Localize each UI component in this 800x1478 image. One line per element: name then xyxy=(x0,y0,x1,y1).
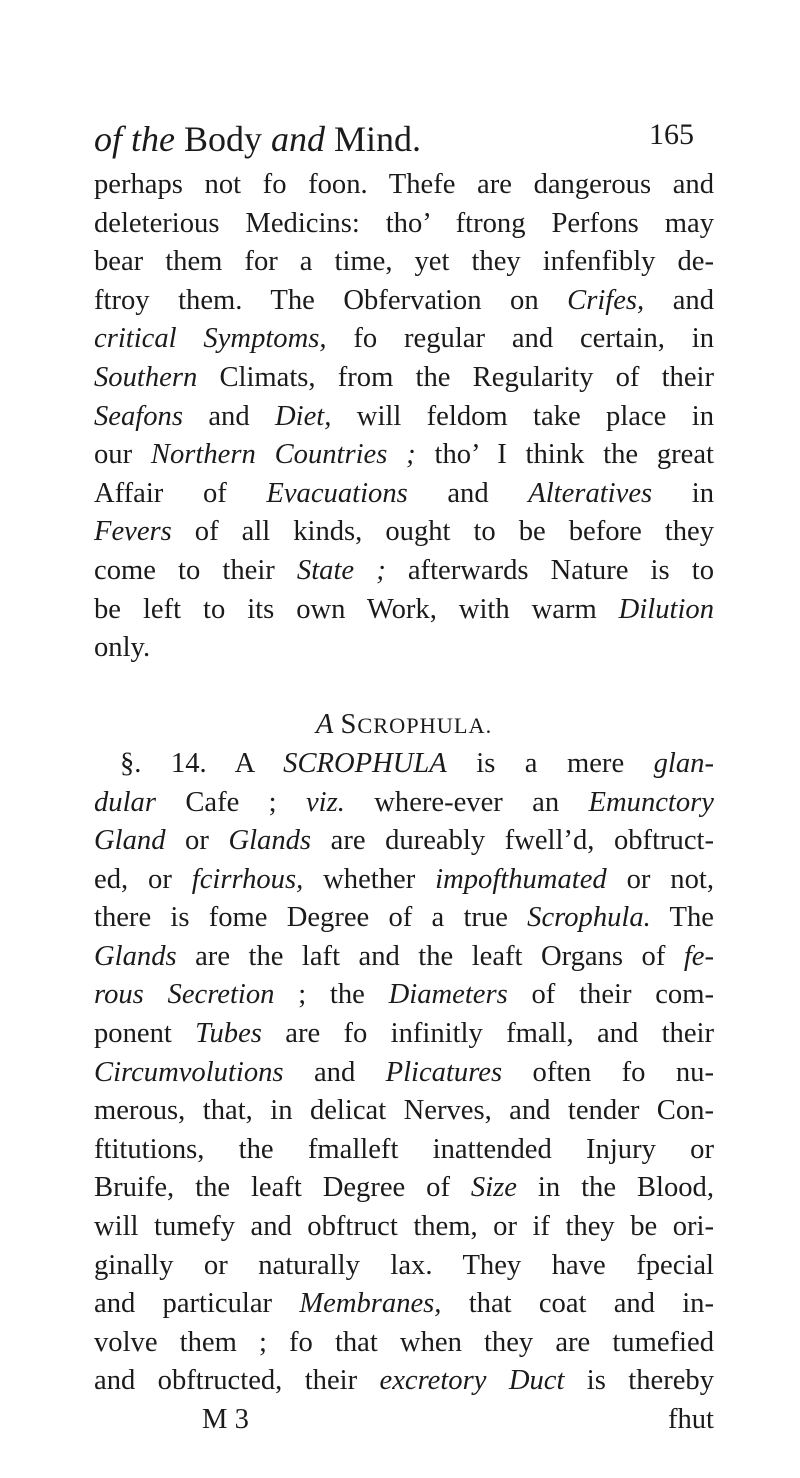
text-segment: Glands xyxy=(94,940,177,972)
text-segment: viz. xyxy=(305,786,345,818)
body-text xyxy=(94,166,714,1440)
text-segment: fe- xyxy=(683,940,714,972)
text-segment: glan- xyxy=(653,747,714,779)
text-line xyxy=(94,1054,714,1093)
text-segment: are dureably fwell’d, obftruct- xyxy=(311,825,714,857)
text-segment: and xyxy=(407,477,529,509)
text-segment: ftroy them. The Obfervation on xyxy=(94,284,568,316)
text-segment: deleterious Medicins: tho’ ftrong Perfons may xyxy=(94,207,714,239)
text-line xyxy=(94,1131,714,1170)
text-segment: dular xyxy=(94,786,156,818)
text-line xyxy=(94,938,714,977)
text-segment: ponent xyxy=(94,1018,196,1050)
text-segment: Diet, xyxy=(275,400,332,432)
text-segment: are fo infinitly fmall, and their xyxy=(261,1018,714,1050)
text-segment: of their com- xyxy=(507,979,714,1011)
text-segment: ed, or xyxy=(94,863,192,895)
text-line xyxy=(94,1362,714,1401)
text-line xyxy=(94,513,714,552)
text-segment: be left to its own Work, with warm xyxy=(94,593,619,625)
text-line xyxy=(94,1285,714,1324)
text-line xyxy=(94,320,714,359)
text-line xyxy=(94,205,714,244)
text-segment: Tubes xyxy=(195,1018,262,1050)
text-segment: The xyxy=(650,902,714,934)
text-segment: and xyxy=(644,284,714,316)
text-line xyxy=(94,243,714,282)
text-segment: SCROPHULA xyxy=(283,747,447,779)
text-segment: Cafe ; xyxy=(155,786,306,818)
text-segment: is thereby xyxy=(564,1365,715,1397)
catchword: fhut xyxy=(667,1404,714,1435)
text-segment: rous Secretion xyxy=(94,979,275,1011)
text-line xyxy=(94,976,714,1015)
text-segment: in xyxy=(652,477,714,509)
text-segment: Membranes, xyxy=(299,1288,442,1320)
text-segment: Bruife, the leaft Degree of xyxy=(94,1172,471,1204)
text-segment: and xyxy=(283,1056,386,1088)
text-line xyxy=(94,552,714,591)
text-segment: ; the xyxy=(274,979,389,1011)
text-segment: Plicatures xyxy=(385,1056,503,1088)
text-segment: Seafons xyxy=(94,400,183,432)
text-segment: Southern xyxy=(94,361,198,393)
text-segment: merous, that, in delicat Nerves, and tender Con- xyxy=(94,1095,714,1127)
text-line xyxy=(94,861,714,900)
text-segment: Dilution xyxy=(618,593,714,625)
signature-mark: M 3 xyxy=(202,1404,249,1435)
text-line xyxy=(94,822,714,861)
text-segment: in the Blood, xyxy=(516,1172,714,1204)
text-segment: will feldom take place in xyxy=(331,400,714,432)
text-segment: fo regular and certain, in xyxy=(326,323,714,355)
text-segment: only. xyxy=(94,632,151,664)
text-segment: Gland xyxy=(94,825,166,857)
text-line xyxy=(94,629,714,668)
text-segment: ginally or naturally lax. They have fpecial xyxy=(94,1249,714,1281)
text-segment: State ; xyxy=(296,554,386,586)
text-line xyxy=(94,1169,714,1208)
text-line xyxy=(94,1015,714,1054)
text-segment: Climats, from the Regularity of their xyxy=(197,361,714,393)
text-segment: our xyxy=(94,439,151,471)
text-segment: of all kinds, ought to be before they xyxy=(171,516,714,548)
text-segment: Emunctory xyxy=(588,786,714,818)
text-segment: Size xyxy=(470,1172,517,1204)
text-segment: Glands xyxy=(228,825,312,857)
text-segment: and particular xyxy=(94,1288,300,1320)
text-segment: come to their xyxy=(94,554,297,586)
text-segment: Circumvolutions xyxy=(94,1056,284,1088)
text-segment: often fo nu- xyxy=(502,1056,714,1088)
text-segment: A xyxy=(315,709,334,741)
text-line xyxy=(94,436,714,475)
text-line xyxy=(94,668,714,707)
text-line xyxy=(94,475,714,514)
text-segment: afterwards Nature is to xyxy=(385,554,714,586)
text-segment: impofthumated xyxy=(435,863,607,895)
text-segment: Fevers xyxy=(94,516,172,548)
text-line xyxy=(94,166,714,205)
text-segment: that coat and in- xyxy=(441,1288,714,1320)
text-segment: §. 14. A xyxy=(120,747,284,779)
running-title: of the Body and Mind. xyxy=(94,119,422,159)
text-segment: are the laft and the leaft Organs of xyxy=(176,940,684,972)
text-line xyxy=(94,1324,714,1363)
text-segment: Alteratives xyxy=(528,477,653,509)
text-segment: perhaps not fo foon. Thefe are dangerous and xyxy=(94,169,714,200)
section-heading xyxy=(94,706,714,745)
text-line xyxy=(94,1092,714,1131)
text-segment: tho’ I think the great xyxy=(415,439,715,471)
text-segment: where-ever an xyxy=(344,786,589,818)
text-segment: bear them for a time, yet they infenfibly de- xyxy=(94,246,714,278)
text-line xyxy=(94,784,714,823)
text-segment: there is fome Degree of a true xyxy=(94,902,528,934)
text-segment: or not, xyxy=(606,863,714,895)
text-segment: critical Symptoms, xyxy=(94,323,327,355)
page-number: 165 xyxy=(649,118,694,151)
text-segment: is a mere xyxy=(446,747,654,779)
text-line xyxy=(94,282,714,321)
text-line xyxy=(94,398,714,437)
text-segment: or xyxy=(165,825,229,857)
text-line xyxy=(94,745,714,784)
text-segment: excretory Duct xyxy=(379,1365,565,1397)
text-segment: volve them ; fo that when they are tumefied xyxy=(94,1326,714,1358)
text-segment: and obftructed, their xyxy=(94,1365,380,1397)
text-line xyxy=(94,1247,714,1286)
text-line xyxy=(94,899,714,938)
text-segment: and xyxy=(182,400,276,432)
text-line xyxy=(94,1208,714,1247)
text-line xyxy=(94,591,714,630)
text-segment: Diameters xyxy=(388,979,508,1011)
text-segment: whether xyxy=(303,863,436,895)
text-segment: Northern Countries ; xyxy=(150,439,416,471)
text-segment: Evacuations xyxy=(266,477,408,509)
text-segment: Crifes, xyxy=(567,284,645,316)
text-segment: SCROPHULA. xyxy=(340,709,493,741)
text-segment: ftitutions, the fmalleft inattended Injury or xyxy=(94,1133,714,1165)
text-segment: fcirrhous, xyxy=(191,863,304,895)
text-line xyxy=(94,359,714,398)
running-header xyxy=(94,118,694,166)
text-segment: will tumefy and obftruct them, or if they be ori- xyxy=(94,1211,714,1243)
footer-line xyxy=(94,1401,714,1440)
text-segment: Scrophula. xyxy=(527,902,651,934)
text-segment: Affair of xyxy=(94,477,267,509)
